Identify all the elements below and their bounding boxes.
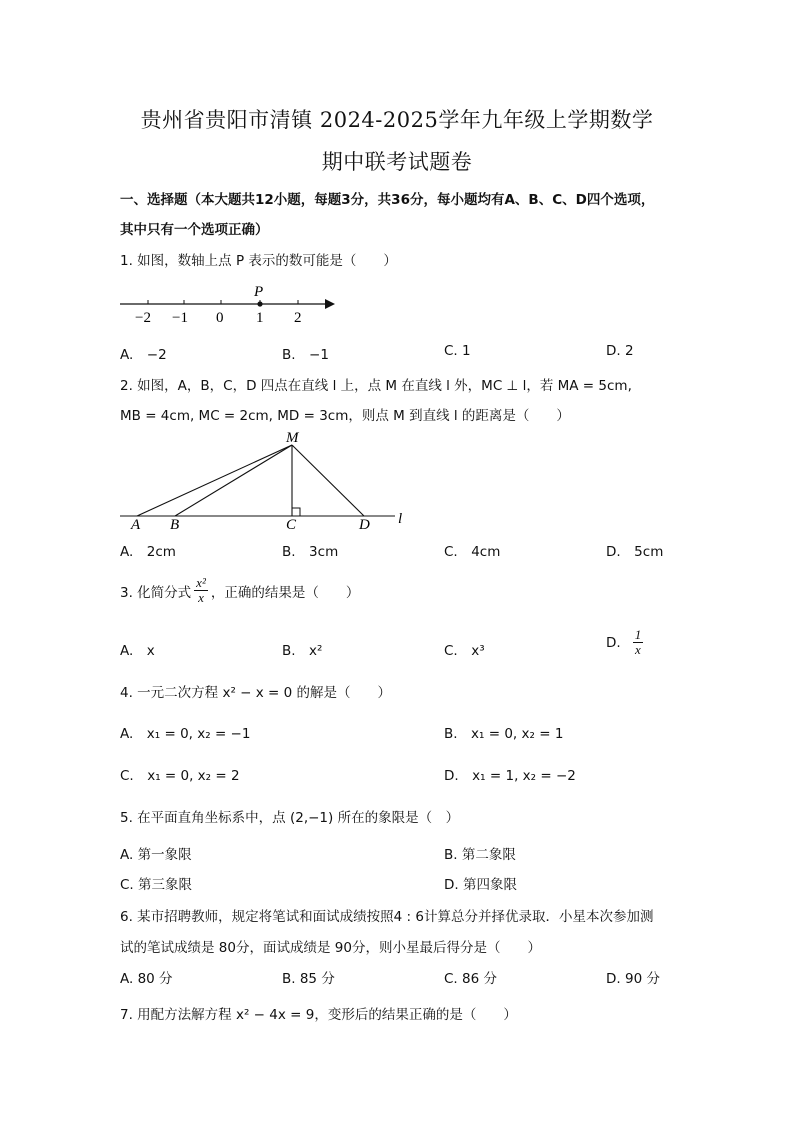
segment-mb	[175, 445, 292, 516]
right-angle-mark	[292, 508, 300, 516]
q6-stem-line2: 试的笔试成绩是 80分，面试成绩是 90分，则小星最后得分是（ ）	[120, 940, 541, 956]
label-l: l	[398, 511, 403, 527]
q3-stem-prefix: 3. 化简分式	[120, 584, 192, 601]
q4-option-a: A. x₁ = 0, x₂ = −1	[120, 726, 251, 742]
q3-option-c: C. x³	[444, 643, 485, 659]
q6-option-d: D. 90 分	[606, 971, 660, 987]
number-line-arrow	[325, 299, 335, 309]
document-title-line2: 期中联考试题卷	[321, 150, 473, 174]
q3-option-d-denominator: x	[635, 642, 641, 657]
point-p-dot	[257, 301, 262, 306]
q4-option-b: B. x₁ = 0, x₂ = 1	[444, 726, 564, 742]
q6-option-c: C. 86 分	[444, 971, 497, 987]
label-a: A	[131, 517, 141, 533]
q3-fraction-denominator: x	[198, 590, 204, 605]
q5-option-a: A. 第一象限	[120, 847, 192, 863]
q2-option-a: A. 2cm	[120, 544, 176, 560]
tick-label: −2	[135, 310, 151, 326]
segment-md	[292, 445, 364, 516]
q2-option-c: C. 4cm	[444, 544, 501, 560]
document-title-line1: 贵州省贵阳市清镇 2024-2025学年九年级上学期数学	[140, 108, 654, 132]
tick-label: 0	[216, 310, 224, 326]
section-header-line2: 其中只有一个选项正确）	[120, 222, 269, 238]
section-header-line1: 一、选择题（本大题共12小题，每题3分，共36分，每小题均有A、B、C、D四个选项，	[120, 192, 655, 208]
q6-option-b: B. 85 分	[282, 971, 335, 987]
q3-option-d-numerator: 1	[634, 627, 642, 642]
q1-stem: 1. 如图，数轴上点 P 表示的数可能是（ ）	[120, 253, 397, 269]
q4-option-c: C. x₁ = 0, x₂ = 2	[120, 768, 240, 784]
label-d: D	[359, 517, 370, 533]
label-m: M	[286, 430, 299, 446]
q2-stem-line2: MB = 4cm, MC = 2cm, MD = 3cm，则点 M 到直线 l 的距离是（ ）	[120, 408, 570, 424]
q5-option-c: C. 第三象限	[120, 877, 193, 893]
q3-option-d-fraction	[633, 628, 644, 657]
q3-option-a: A. x	[120, 643, 155, 659]
q3-option-d	[606, 628, 643, 657]
q5-option-d: D. 第四象限	[444, 877, 517, 893]
q3-stem	[120, 576, 359, 605]
q1-option-c: C. 1	[444, 343, 471, 359]
q3-option-d-prefix: D.	[606, 634, 621, 651]
q5-option-b: B. 第二象限	[444, 847, 516, 863]
segment-ma	[137, 445, 292, 516]
tick-label: 1	[256, 310, 264, 326]
q1-option-b: B. −1	[282, 347, 329, 363]
label-c: C	[286, 517, 297, 533]
label-b: B	[170, 517, 180, 533]
q4-option-d: D. x₁ = 1, x₂ = −2	[444, 768, 576, 784]
q4-stem: 4. 一元二次方程 x² − x = 0 的解是（ ）	[120, 685, 392, 701]
q5-stem: 5. 在平面直角坐标系中，点 (2,−1) 所在的象限是（ ）	[120, 810, 460, 826]
q1-number-line-figure	[115, 280, 345, 328]
tick-label: 2	[294, 310, 302, 326]
q3-fraction-numerator: x²	[196, 575, 206, 590]
q1-option-a: A. −2	[120, 347, 167, 363]
q6-stem-line1: 6. 某市招聘教师，规定将笔试和面试成绩按照4 : 6计算总分并择优录取．小星本次参加测	[120, 909, 654, 925]
q2-stem-line1: 2. 如图，A，B，C，D 四点在直线 l 上，点 M 在直线 l 外，MC ⊥ l，若 MA = 5cm,	[120, 378, 632, 394]
q3-stem-suffix: ，正确的结果是（ ）	[210, 584, 360, 601]
q3-fraction	[194, 576, 208, 605]
q3-option-b: B. x²	[282, 643, 323, 659]
q7-stem: 7. 用配方法解方程 x² − 4x = 9，变形后的结果正确的是（ ）	[120, 1007, 517, 1023]
q2-option-d: D. 5cm	[606, 544, 664, 560]
point-p-label: P	[254, 284, 264, 300]
q2-option-b: B. 3cm	[282, 544, 339, 560]
tick-label: −1	[172, 310, 188, 326]
q2-geometry-figure	[115, 425, 415, 535]
q6-option-a: A. 80 分	[120, 971, 173, 987]
q1-option-d: D. 2	[606, 343, 634, 359]
